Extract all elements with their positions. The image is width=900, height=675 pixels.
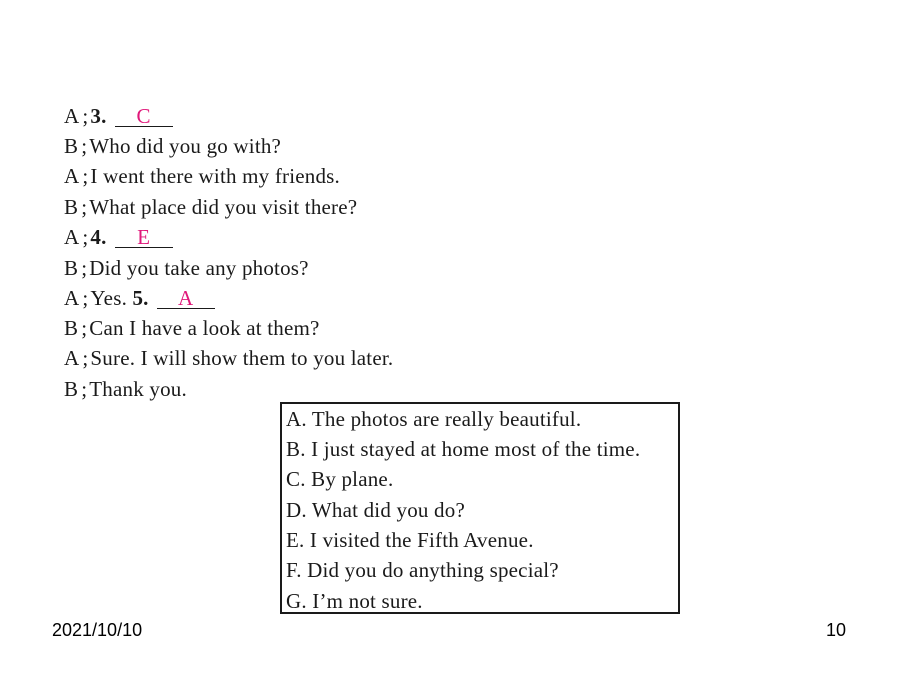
dialogue-text: What place did you visit there?	[89, 195, 358, 219]
dialogue-line	[64, 195, 357, 219]
speaker-label: B	[64, 316, 79, 340]
speaker-label: B	[64, 256, 79, 280]
answer-text: E	[137, 225, 151, 249]
dialogue-text: Sure. I will show them to you later.	[90, 346, 394, 370]
dialogue-text: I went there with my friends.	[90, 164, 340, 188]
options-box	[280, 402, 680, 614]
slide-page-number: 10	[826, 620, 847, 640]
option-b: B. I just stayed at home most of the time.	[286, 437, 641, 461]
dialogue-line	[64, 346, 393, 370]
dialogue-line	[64, 164, 340, 188]
speaker-label: A	[64, 164, 80, 188]
dialogue-text: Thank you.	[89, 377, 187, 401]
speaker-separator: ;	[81, 134, 88, 158]
dialogue-text: Yes.	[90, 286, 128, 310]
speaker-label: B	[64, 377, 79, 401]
dialogue-text: Did you take any photos?	[89, 256, 309, 280]
dialogue-text: Can I have a look at them?	[89, 316, 320, 340]
dialogue-line	[64, 377, 187, 401]
speaker-label: A	[64, 286, 80, 310]
speaker-separator: ;	[82, 225, 89, 249]
dialogue-line	[64, 286, 215, 310]
option-c: C. By plane.	[286, 467, 394, 491]
speaker-separator: ;	[81, 256, 88, 280]
question-number: 4.	[90, 225, 107, 249]
question-number: 5.	[132, 286, 149, 310]
answer-blank	[115, 106, 173, 127]
answer-text: A	[177, 286, 194, 310]
speaker-separator: ;	[81, 195, 88, 219]
dialogue-line	[64, 256, 309, 280]
option-d: D. What did you do?	[286, 498, 465, 522]
slide-date: 2021/10/10	[52, 620, 143, 640]
dialogue-line	[64, 225, 173, 249]
speaker-separator: ;	[82, 164, 89, 188]
answer-text: C	[136, 104, 151, 128]
dialogue-line	[64, 104, 173, 128]
speaker-separator: ;	[82, 346, 89, 370]
speaker-separator: ;	[81, 377, 88, 401]
speaker-label: A	[64, 104, 80, 128]
option-a: A. The photos are really beautiful.	[286, 407, 582, 431]
speaker-label: A	[64, 225, 80, 249]
speaker-label: B	[64, 134, 79, 158]
question-number: 3.	[90, 104, 107, 128]
speaker-label: B	[64, 195, 79, 219]
option-f: F. Did you do anything special?	[286, 558, 559, 582]
speaker-label: A	[64, 346, 80, 370]
speaker-separator: ;	[81, 316, 88, 340]
dialogue-text: Who did you go with?	[89, 134, 282, 158]
dialogue-line	[64, 134, 281, 158]
speaker-separator: ;	[82, 104, 89, 128]
option-e: E. I visited the Fifth Avenue.	[286, 528, 534, 552]
answer-blank	[115, 227, 173, 248]
speaker-separator: ;	[82, 286, 89, 310]
dialogue-line	[64, 316, 320, 340]
option-g: G. I’m not sure.	[286, 589, 423, 613]
answer-blank	[157, 288, 215, 309]
